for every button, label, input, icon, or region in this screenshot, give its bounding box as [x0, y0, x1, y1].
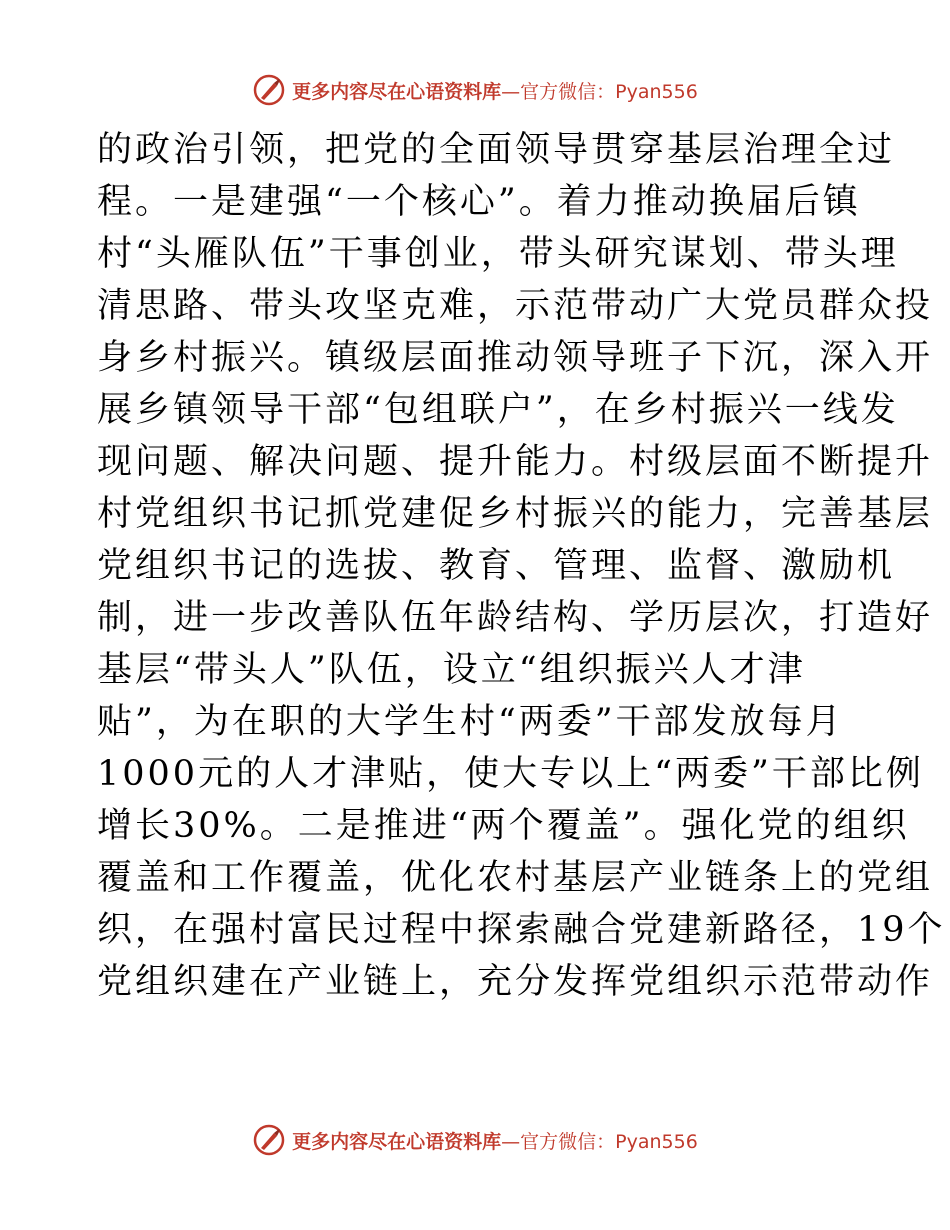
document-body [97, 124, 946, 1008]
text-line: 程。一是建强“一个核心”。着力推动换届后镇 [97, 182, 861, 222]
watermark-wechat: —官方微信：Pyan556 [501, 1130, 698, 1153]
text-line: 基层“带头人”队伍，设立“组织振兴人才津 [97, 650, 806, 690]
header-watermark [0, 70, 950, 110]
text-line: 制，进一步改善队伍年龄结构、学历层次，打造好 [97, 598, 934, 638]
text-line: 织，在强村富民过程中探索融合党建新路径，19个 [97, 910, 946, 950]
quill-pen-circle-icon [252, 73, 286, 107]
text-line: 党组织书记的选拔、教育、管理、监督、激励机 [97, 546, 896, 586]
text-line: 村党组织书记抓党建促乡村振兴的能力，完善基层 [97, 494, 934, 534]
text-line: 党组织建在产业链上，充分发挥党组织示范带动作 [97, 962, 934, 1002]
text-line: 的政治引领，把党的全面领导贯穿基层治理全过 [97, 130, 896, 170]
text-line: 贴”，为在职的大学生村“两委”干部发放每月 [97, 702, 844, 742]
footer-watermark [0, 1120, 950, 1160]
text-line: 现问题、解决问题、提升能力。村级层面不断提升 [97, 442, 934, 482]
text-line: 1000元的人才津贴，使大专以上“两委”干部比例 [97, 754, 924, 794]
text-line: 村“头雁队伍”干事创业，带头研究谋划、带头理 [97, 234, 899, 274]
watermark-wechat: —官方微信：Pyan556 [501, 80, 698, 103]
text-line: 覆盖和工作覆盖，优化农村基层产业链条上的党组 [97, 858, 934, 898]
text-line: 清思路、带头攻坚克难，示范带动广大党员群众投 [97, 286, 934, 326]
watermark-brand: 更多内容尽在心语资料库 [292, 1130, 502, 1153]
text-line: 身乡村振兴。镇级层面推动领导班子下沉，深入开 [97, 338, 934, 378]
quill-pen-circle-icon [252, 1123, 286, 1157]
text-line: 增长30%。二是推进“两个覆盖”。强化党的组织 [97, 806, 910, 846]
watermark-brand: 更多内容尽在心语资料库 [292, 80, 502, 103]
text-line: 展乡镇领导干部“包组联户”，在乡村振兴一线发 [97, 390, 899, 430]
